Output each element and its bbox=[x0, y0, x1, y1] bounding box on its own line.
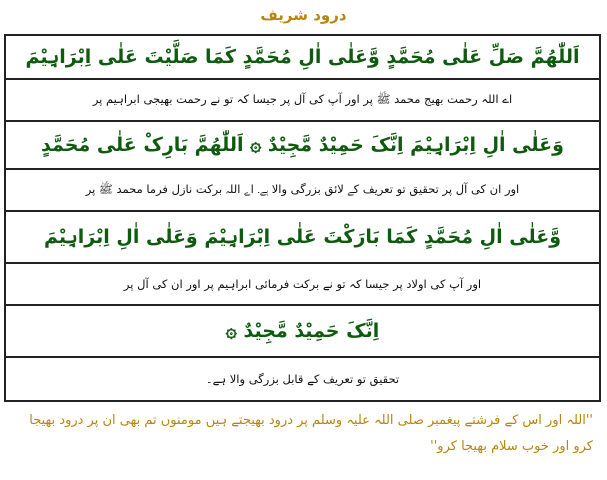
urdu-translation-3: اور آپ کی اولاد پر جیسا کہ تو نے برکت فرمائی ابراہیم پر اور ان کی آل پر bbox=[6, 264, 599, 306]
arabic-line-2: وَعَلٰی اٰلِ اِبْرَاہِیْمَ اِنَّکَ حَمِیْدٌ مَّجِیْدٌ ۞ اَللّٰھُمَّ بَارِکْ عَلٰی مُحَمَّدٍ bbox=[6, 122, 599, 170]
arabic-line-3: وَّعَلٰی اٰلِ مُحَمَّدٍ کَمَا بَارَکْتَ عَلٰی اِبْرَاہِیْمَ وَعَلٰی اٰلِ اِبْرَاہِیْمَ bbox=[6, 212, 599, 264]
arabic-line-1: اَللّٰھُمَّ صَلِّ عَلٰی مُحَمَّدٍ وَّعَلٰی اٰلِ مُحَمَّدٍ کَمَا صَلَّیْتَ عَلٰی اِبْرَاہِیْمَ bbox=[6, 36, 599, 80]
durood-table bbox=[4, 34, 601, 402]
urdu-translation-2: اور ان کی آل پر تحقیق تو تعریف کے لائق بزرگی والا ہے۔ اے اللہ برکت نازل فرما محمد ﷺ پر bbox=[6, 170, 599, 212]
urdu-translation-4: تحقیق تو تعریف کے قابل بزرگی والا ہے۔ bbox=[205, 372, 400, 386]
page-title: درود شریف bbox=[260, 6, 347, 24]
arabic-line-4: اِنَّکَ حَمِیْدٌ مَّجِیْدٌ ۞ bbox=[6, 306, 599, 358]
urdu-translation-1: اے اللہ رحمت بھیج محمد ﷺ پر اور آپ کی آل پر جیسا کہ تو نے رحمت بھیجی ابراہیم پر bbox=[6, 80, 599, 122]
quran-verse-footer: ''اللہ اور اس کے فرشتے پیغمبر صلی اللہ علیہ وسلم پر درود بھیجتے ہیں مومنوں تم بھی ان پر درود بھیجا کرو اور خوب سلام بھیجا کرو'' bbox=[29, 413, 593, 454]
